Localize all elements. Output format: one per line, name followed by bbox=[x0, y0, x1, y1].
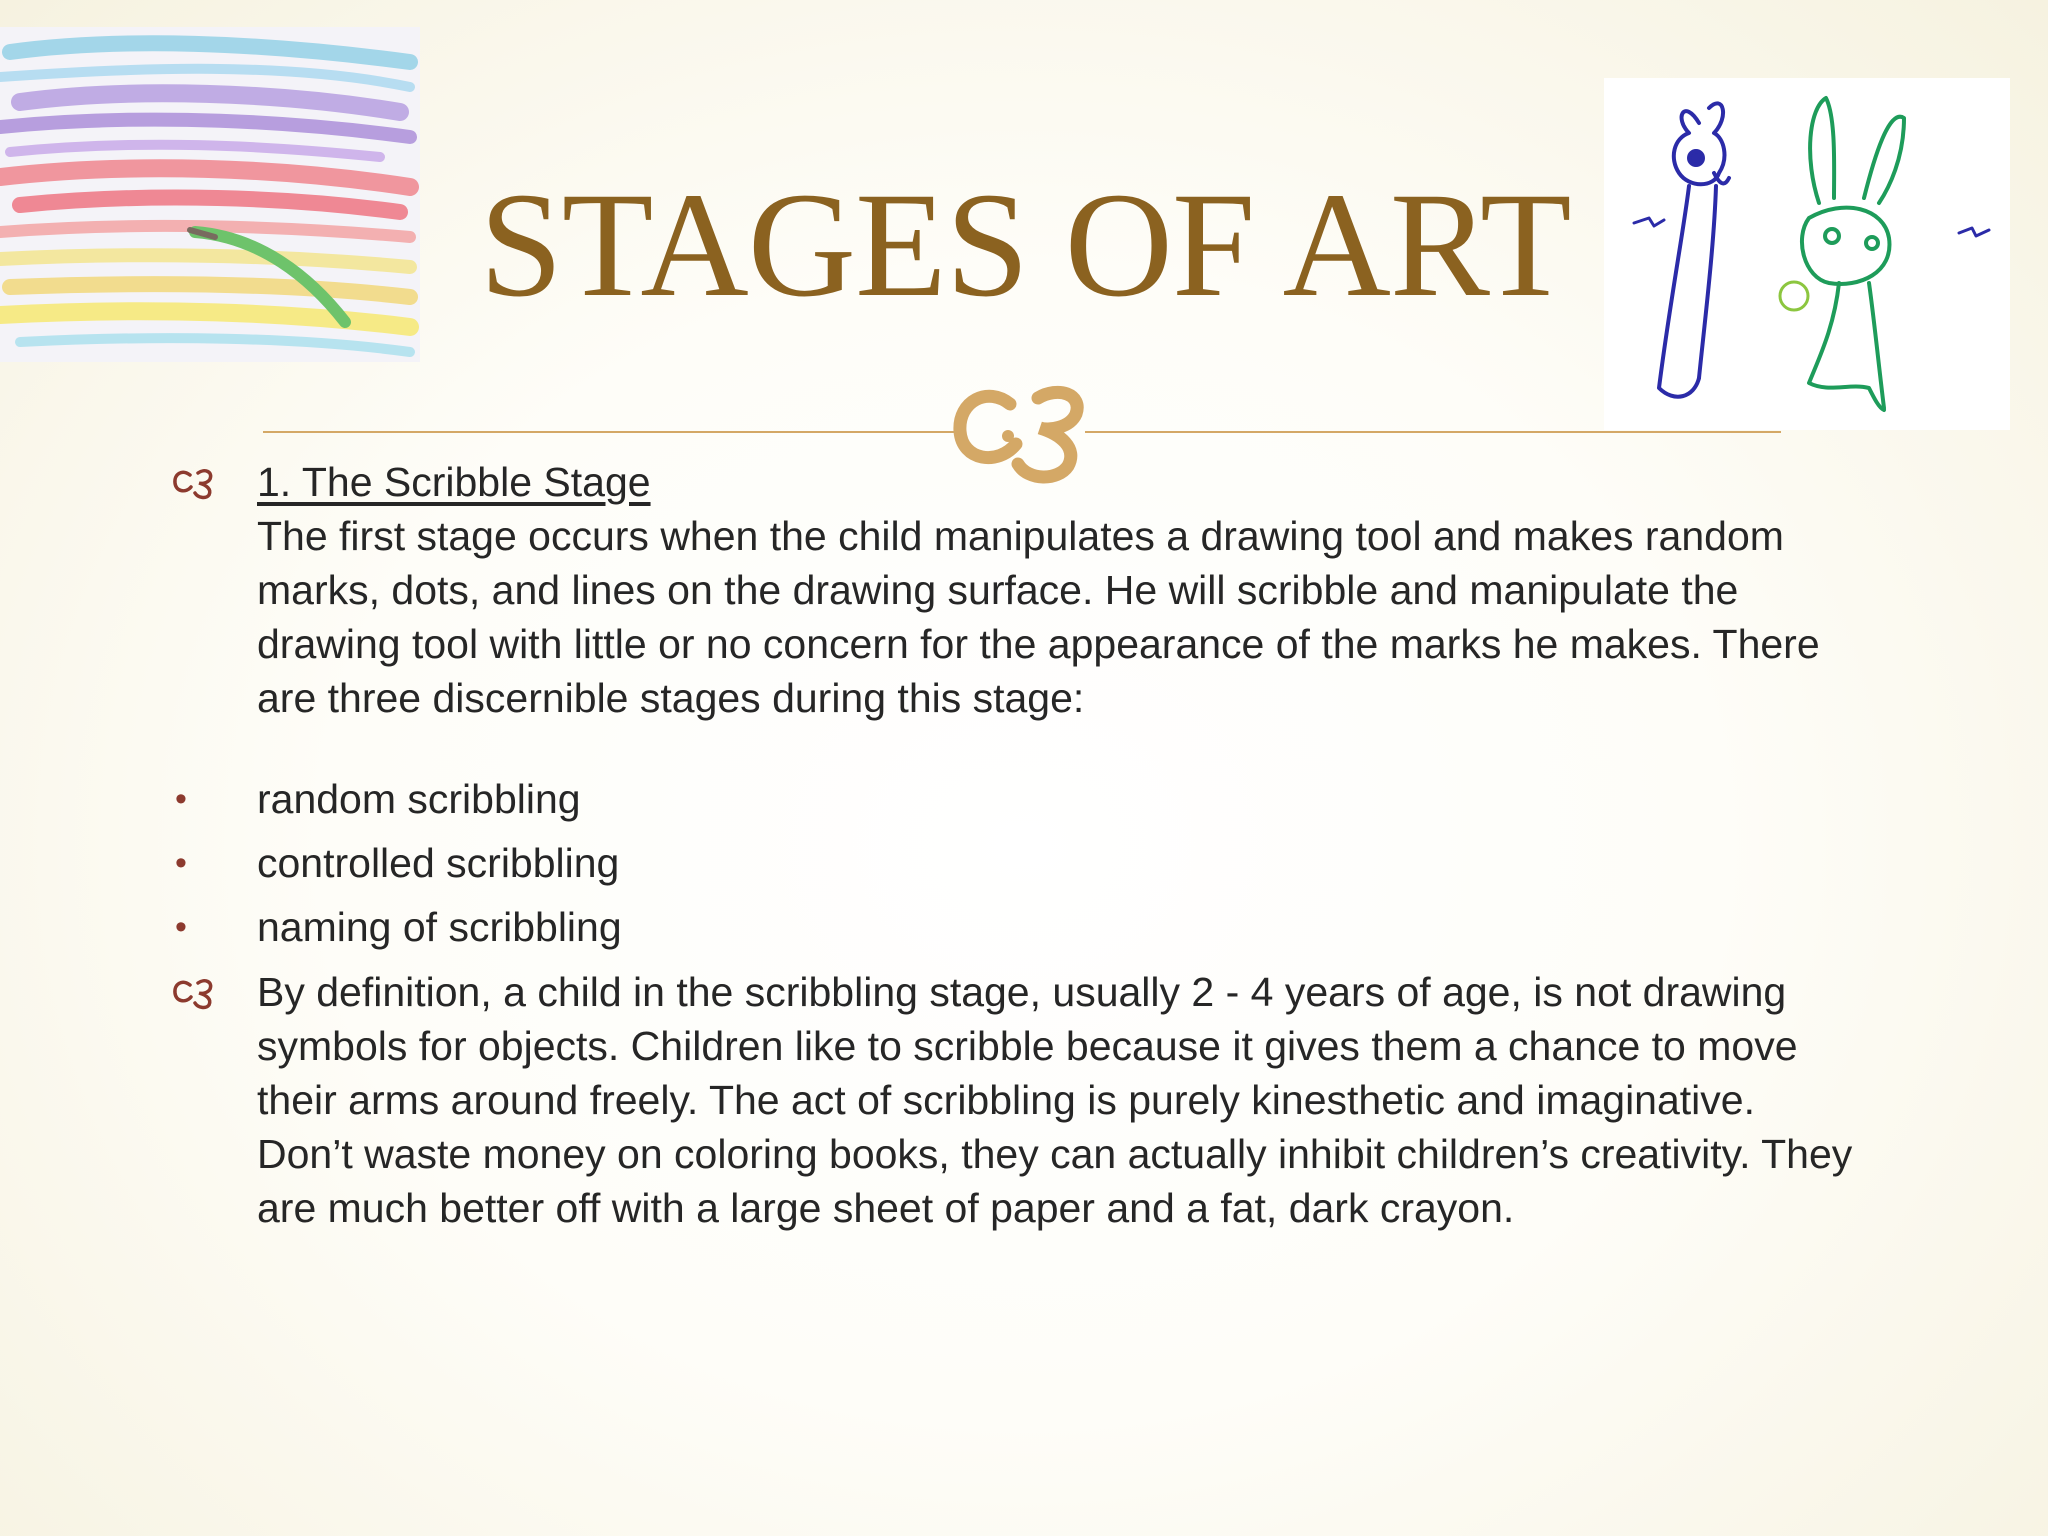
dot-bullet-icon: • bbox=[175, 908, 187, 946]
list-item bbox=[172, 767, 1862, 831]
list-item-label: controlled scribbling bbox=[257, 840, 620, 886]
dot-bullet-icon: • bbox=[175, 844, 187, 882]
list-item bbox=[172, 895, 1862, 959]
title-divider-right bbox=[1085, 431, 1781, 433]
section-scribble-stage bbox=[172, 455, 1862, 725]
title-divider-left bbox=[263, 431, 963, 433]
rainbow-scribble-image bbox=[0, 27, 420, 362]
list-item bbox=[172, 831, 1862, 895]
animal-figures-image bbox=[1604, 78, 2010, 430]
spacer bbox=[172, 725, 1862, 767]
section-heading: 1. The Scribble Stage bbox=[257, 459, 651, 505]
list-item-label: naming of scribbling bbox=[257, 904, 622, 950]
dot-bullet-icon: • bbox=[175, 780, 187, 818]
list-item-label: random scribbling bbox=[257, 776, 581, 822]
section-paragraph: The first stage occurs when the child manipulates a drawing tool and makes random marks, dots, and lines on the drawing surface. He will scribble and manipulate the drawing tool with little or no concern for the appearance of the marks he makes. There are three discernible stages during this stage: bbox=[257, 513, 1820, 721]
slide-content bbox=[172, 455, 1862, 1235]
curl-bullet-icon bbox=[172, 976, 216, 1010]
curl-bullet-icon bbox=[172, 466, 216, 500]
section-definition bbox=[172, 965, 1862, 1235]
slide-title: STAGES OF ART bbox=[479, 162, 1571, 328]
section-paragraph: By definition, a child in the scribbling stage, usually 2 - 4 years of age, is not drawing symbols for objects. Children like to scribble because it gives them a chance to move their arms around freely. The act of scribbling is purely kinesthetic and imaginative. Don’t waste money on coloring books, they can actually inhibit children’s creativity. They are much better off with a large sheet of paper and a fat, dark crayon. bbox=[257, 969, 1853, 1231]
